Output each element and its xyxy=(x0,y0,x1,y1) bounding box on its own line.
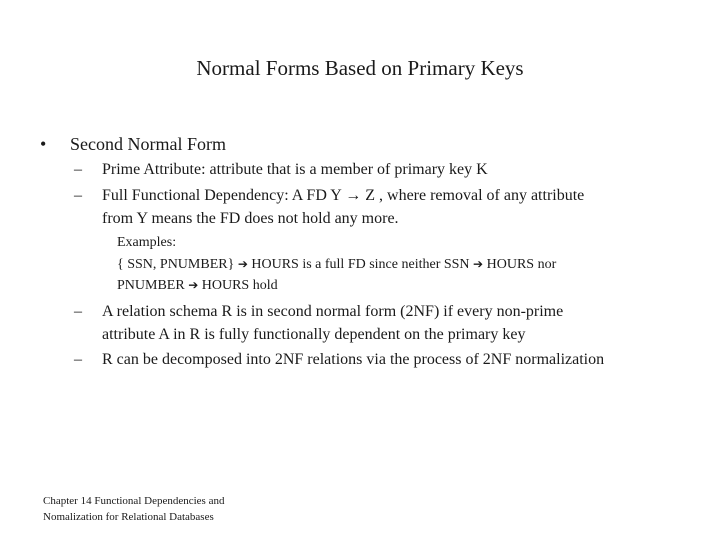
example-text: HOURS is a full FD since neither SSN xyxy=(251,256,470,272)
examples-heading: Examples: xyxy=(117,235,177,250)
dash-icon: – xyxy=(74,187,82,204)
footer-line: Chapter 14 Functional Dependencies and xyxy=(43,495,225,507)
subitem-line: attribute A in R is fully functionally dependent on the primary key xyxy=(102,326,526,343)
bullet-dot-icon: • xyxy=(40,134,47,154)
slide-title: Normal Forms Based on Primary Keys xyxy=(196,56,524,80)
example-line-1 xyxy=(117,254,556,276)
example-line-2 xyxy=(117,275,556,297)
arrow-icon: ➔ xyxy=(237,256,248,271)
arrow-icon: ➔ xyxy=(473,256,484,271)
dash-icon: – xyxy=(74,351,82,368)
subitem-line: Prime Attribute: attribute that is a member of primary key K xyxy=(102,161,488,178)
dash-icon: – xyxy=(74,161,82,178)
subitem-line: Full Functional Dependency: A FD Y → Z , where removal of any attribute xyxy=(102,187,585,204)
subitem-line: from Y means the FD does not hold any more. xyxy=(102,210,399,227)
subitem-line: R can be decomposed into 2NF relations via the process of 2NF normalization xyxy=(102,351,605,368)
example-text: PNUMBER xyxy=(117,278,185,293)
arrow-icon: ➔ xyxy=(188,278,199,292)
examples-block xyxy=(117,232,556,297)
example-text: { SSN, PNUMBER} xyxy=(117,256,235,272)
bullet-text: Second Normal Form xyxy=(70,134,226,154)
dash-icon: – xyxy=(74,303,82,320)
subitem-line: A relation schema R is in second normal form (2NF) if every non-prime xyxy=(102,303,564,320)
footer-line: Nomalization for Relational Databases xyxy=(43,510,214,523)
slide-footer xyxy=(43,494,224,525)
example-text: HOURS hold xyxy=(201,278,278,293)
example-text: HOURS nor xyxy=(486,256,557,272)
